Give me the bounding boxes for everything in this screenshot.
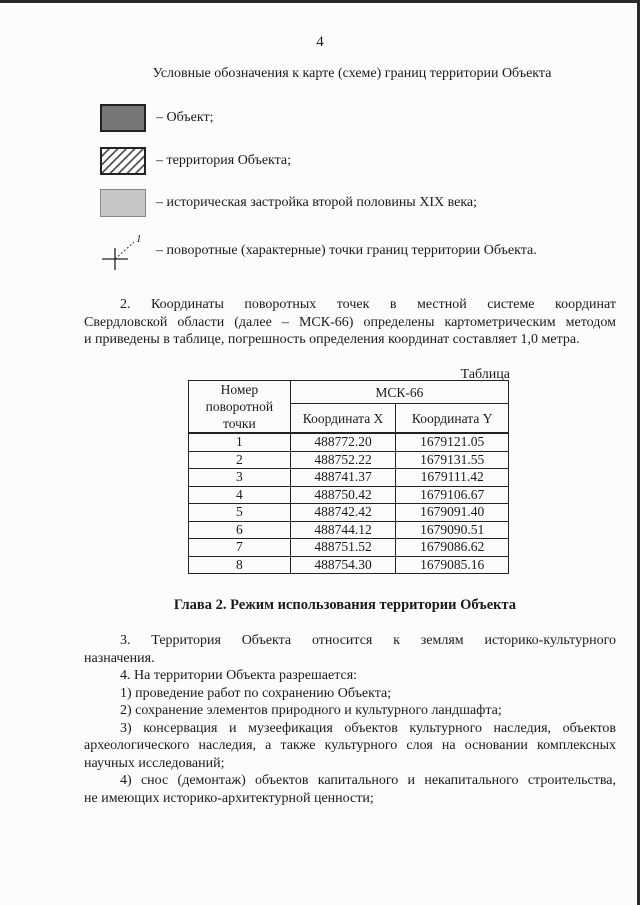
table-row: 1 488772.20 1679121.05	[189, 433, 509, 451]
header-point-number: Номер поворотной точки	[189, 381, 291, 434]
list-item-1: 1) проведение работ по сохранению Объекта;	[120, 685, 392, 701]
header-msk66: МСК-66	[290, 381, 508, 404]
table-row: 6 488744.12 1679090.51	[189, 521, 509, 539]
list-item-2: 2) сохранение элементов природного и культурного ландшафта;	[120, 703, 502, 718]
object-swatch-icon	[100, 104, 146, 132]
chapter-title: Глава 2. Режим использования территории Объекта	[173, 597, 517, 613]
legend-text-territory: – территория Объекта;	[156, 153, 292, 168]
list-item-3-line: археологического наследия, а также культурного слоя на основании комплексных	[84, 738, 616, 753]
paragraph-2-line: и приведены в таблице, погрешность определения координат составляет 1,0 метра.	[84, 332, 580, 347]
turning-point-marker-icon	[100, 232, 146, 272]
legend-text-turning-point: – поворотные (характерные) точки границ территории Объекта.	[156, 243, 537, 258]
list-item-3-line: 3) консервация и музеефикация объектов культурного наследия, объектов	[120, 720, 616, 736]
paragraph-2-line: 2. Координаты поворотных точек в местной системе координат	[120, 297, 616, 312]
historic-building-swatch-icon	[100, 189, 146, 217]
paragraph-2	[84, 296, 616, 349]
page-edge-top	[0, 0, 640, 3]
paragraph-3-line: 3. Территория Объекта относится к землям историко-культурного	[120, 633, 616, 648]
chapter-body	[84, 632, 616, 807]
table-row: 2 488752.22 1679131.55	[189, 451, 509, 469]
header-coord-y: Координата Y	[396, 404, 509, 433]
legend-title: Условные обозначения к карте (схеме) границ территории Объекта	[152, 66, 552, 81]
territory-hatch-swatch-icon	[100, 147, 146, 175]
table-row: 8 488754.30 1679085.16	[189, 556, 509, 574]
legend-item-historic	[100, 188, 478, 218]
table-row: 4 488750.42 1679106.67	[189, 486, 509, 504]
legend-text-historic: – историческая застройка второй половины XIX века;	[156, 195, 478, 210]
paragraph-4: 4. На территории Объекта разрешается:	[120, 668, 358, 683]
table-row: 7 488751.52 1679086.62	[189, 539, 509, 557]
legend-item-object	[100, 103, 214, 133]
page-number: 4	[316, 34, 324, 50]
table-row: 5 488742.42 1679091.40	[189, 504, 509, 522]
coordinates-table	[188, 380, 509, 574]
paragraph-2-line: Свердловской области (далее – МСК-66) определены картометрическим методом	[84, 314, 616, 330]
paragraph-3-line: назначения.	[84, 650, 155, 666]
table-row: 3 488741.37 1679111.42	[189, 469, 509, 487]
legend-item-territory	[100, 146, 292, 176]
list-item-4-line: 4) снос (демонтаж) объектов капитального и некапитального строительства,	[120, 773, 616, 788]
legend-item-turning-point	[100, 232, 537, 272]
table-caption: Таблица	[460, 367, 510, 382]
turning-point-label: 1	[136, 233, 142, 245]
legend-text-object: – Объект;	[156, 110, 214, 125]
list-item-4-line: не имеющих историко-архитектурной ценности;	[84, 790, 374, 806]
header-coord-x: Координата X	[290, 404, 396, 433]
list-item-3-line: научных исследований;	[84, 755, 225, 771]
